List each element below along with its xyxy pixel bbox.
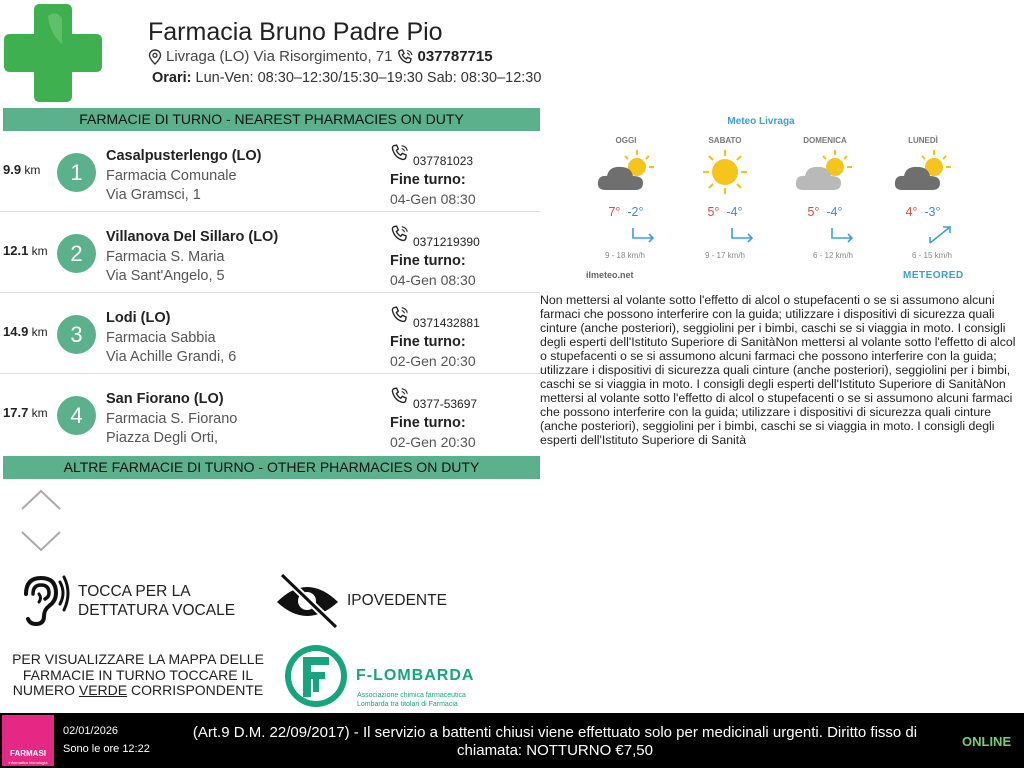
phone-icon — [390, 306, 410, 324]
partly-cloudy-icon — [597, 150, 657, 195]
safety-advice-text: Non mettersi al volante sotto l'effetto di alcol o stupefacenti o se si assumono alcuni farmaci che possono interferire con la guida; utilizzare i dispositivi di sicurezza quali cinture (anche posteriori), seggiolini per i bimbi, caschi se si viaggia in moto. I consigli degli esperti dell'Istituto Superiore di SanitàNon mettersi al volante sotto l'effetto di alcol o stupefacenti o se si assumono alcuni farmaci che possono interferire con la guida; utilizzare i dispositivi di sicurezza quali cinture (anche posteriori), seggiolini per i bimbi, caschi se si viaggia in moto. I consigli degli esperti dell'Istituto Superiore di SanitàNon mettersi al volante sotto l'effetto di alcol o stupefacenti o se si assumono alcuni farmaci che possono interferire con la guida; utilizzare i dispositivi di sicurezza quali cinture (anche posteriori), seggiolini per i bimbi, caschi se si viaggia in moto. I consigli degli esperti dell'Istituto Superiore di Sanità — [540, 293, 1016, 447]
distance: 14.9 km — [3, 324, 48, 339]
footer-date: 02/01/2026 — [63, 725, 119, 737]
low-vision-button[interactable]: IPOVEDENTE — [347, 592, 447, 609]
opening-hours — [152, 70, 541, 86]
pharmacy-town: Lodi (LO) — [106, 310, 171, 326]
pharmacy-row[interactable] — [0, 294, 540, 374]
farmasi-logo-subtext: informatica tecnologia — [8, 760, 48, 765]
phone-icon — [390, 225, 410, 243]
map-text-line1: PER VISUALIZZARE LA MAPPA DELLE — [12, 651, 264, 667]
pharmacy-phone[interactable]: 0371219390 — [390, 225, 480, 243]
end-shift-value: 02-Gen 20:30 — [390, 353, 476, 369]
f-lombarda-sub2: Lombarda tra titolari di Farmacia — [357, 701, 458, 708]
pharmacy-row[interactable] — [0, 375, 540, 455]
end-shift-label: Fine turno: — [390, 172, 466, 188]
end-shift-value: 04-Gen 08:30 — [390, 191, 476, 207]
eye-slash-icon[interactable] — [274, 572, 344, 630]
weather-source-link[interactable]: ilmeteo.net — [586, 270, 634, 280]
farmasi-logo — [2, 715, 54, 766]
wind-speed: 9 - 17 km/h — [704, 251, 745, 260]
wind-arrow-east-icon — [606, 226, 676, 244]
weather-temps: 7° -2° — [608, 205, 644, 219]
ear-icon[interactable] — [12, 572, 70, 628]
weather-temps: 5° -4° — [807, 205, 843, 219]
farmasi-logo-text: FARMASI — [10, 749, 46, 758]
hours-label: Orari: — [152, 70, 192, 86]
distance: 9.9 km — [3, 162, 41, 177]
pharmacy-row[interactable] — [0, 213, 540, 293]
distance: 17.7 km — [3, 405, 48, 420]
end-shift-label: Fine turno: — [390, 334, 466, 350]
hours-value: Lun-Ven: 08:30–12:30/15:30–19:30 Sab: 08:30–12:30 — [195, 70, 542, 86]
partly-cloudy-icon — [894, 150, 954, 195]
row-divider — [0, 292, 540, 293]
scroll-down-arrow-icon[interactable] — [20, 529, 62, 553]
end-shift-label: Fine turno: — [390, 415, 466, 431]
sunny-icon — [695, 150, 755, 195]
pharmacy-name: Farmacia S. Fiorano — [106, 411, 238, 427]
f-lombarda-sub1: Associazione chimica farmaceutica — [357, 692, 466, 699]
voice-label-line2: DETTATURA VOCALE — [78, 602, 236, 619]
weather-temps: 4° -3° — [905, 205, 941, 219]
voice-label-line1: TOCCA PER LA — [78, 583, 191, 600]
end-shift-label: Fine turno: — [390, 253, 466, 269]
weather-day-label: LUNEDÌ — [908, 136, 938, 145]
wind-speed: 6 - 15 km/h — [911, 251, 952, 260]
map-text-line2: FARMACIE IN TURNO TOCCARE IL — [22, 666, 254, 683]
pharmacy-street: Via Gramsci, 1 — [106, 187, 201, 203]
weather-title: Meteo Livraga — [727, 116, 795, 127]
phone-icon — [390, 144, 410, 162]
weather-provider-logo: METEORED — [903, 270, 964, 281]
pharmacy-phone[interactable]: 037781023 — [390, 144, 473, 162]
online-status: ONLINE — [962, 734, 1012, 749]
scroll-up-arrow-icon[interactable] — [20, 488, 62, 512]
distance: 12.1 km — [3, 243, 48, 258]
weather-day-label: OGGI — [615, 136, 637, 145]
weather-day-label: SABATO — [708, 136, 742, 145]
row-divider — [0, 211, 540, 212]
pharmacy-town: San Fiorano (LO) — [106, 391, 224, 407]
pharmacy-name: Farmacia Comunale — [106, 168, 237, 184]
pharmacy-street: Piazza Degli Orti, — [106, 430, 219, 446]
pharmacy-town: Villanova Del Sillaro (LO) — [106, 229, 279, 245]
phone-icon — [397, 49, 414, 65]
f-lombarda-logo — [283, 643, 493, 709]
pharmacy-title: Farmacia Bruno Padre Pio — [148, 18, 443, 46]
map-instructions — [3, 652, 273, 699]
map-number-button[interactable]: 1 — [57, 153, 96, 192]
weather-temps: 5° -4° — [707, 205, 743, 219]
map-text-line3: NUMERO VERDE CORRISPONDENTE — [12, 682, 264, 698]
wind-arrow-east-icon — [705, 226, 775, 244]
pharmacy-name: Farmacia S. Maria — [106, 249, 225, 265]
location-pin-icon — [148, 49, 162, 65]
address-text: Livraga (LO) Via Risorgimento, 71 — [166, 48, 393, 65]
map-number-button[interactable]: 3 — [57, 315, 96, 354]
footer-bar — [0, 713, 1024, 768]
wind-arrow-northeast-icon — [903, 226, 973, 244]
pharmacy-row[interactable] — [0, 132, 540, 212]
map-number-button[interactable]: 2 — [57, 234, 96, 273]
partly-cloudy-icon — [795, 150, 855, 195]
on-duty-section-header: FARMACIE DI TURNO - NEAREST PHARMACIES ON DUTY — [3, 108, 540, 131]
footer-time: Sono le ore 12:22 — [63, 743, 150, 755]
row-divider — [0, 373, 540, 374]
pharmacy-street: Via Sant'Angelo, 5 — [106, 268, 225, 284]
pharmacy-cross-logo — [4, 4, 102, 102]
pharmacy-name: Farmacia Sabbia — [106, 330, 216, 346]
header-phone[interactable]: 037787715 — [417, 48, 493, 65]
map-number-button[interactable]: 4 — [57, 396, 96, 435]
weather-day-label: DOMENICA — [803, 136, 847, 145]
pharmacy-street: Via Achille Grandi, 6 — [106, 349, 237, 365]
pharmacy-town: Casalpusterlengo (LO) — [106, 148, 262, 164]
pharmacy-phone[interactable]: 0377-53697 — [390, 387, 477, 405]
wind-arrow-east-icon — [805, 226, 875, 244]
other-pharmacies-section-header: ALTRE FARMACIE DI TURNO - OTHER PHARMACIES ON DUTY — [3, 456, 540, 479]
end-shift-value: 02-Gen 20:30 — [390, 434, 476, 450]
night-service-notice: (Art.9 D.M. 22/09/2017) - Il servizio a battenti chiusi viene effettuato solo per medicinali urgenti. Diritto fisso di chiamata: NOTTURNO €7,50 — [192, 724, 918, 759]
pharmacy-phone[interactable]: 0371432881 — [390, 306, 480, 324]
end-shift-value: 04-Gen 08:30 — [390, 272, 476, 288]
voice-dictation-button[interactable] — [78, 582, 235, 620]
address-line — [148, 48, 493, 65]
wind-speed: 6 - 12 km/h — [812, 251, 853, 260]
wind-speed: 9 - 18 km/h — [604, 251, 645, 260]
phone-icon — [390, 387, 410, 405]
f-lombarda-name: F-LOMBARDA — [356, 667, 475, 684]
